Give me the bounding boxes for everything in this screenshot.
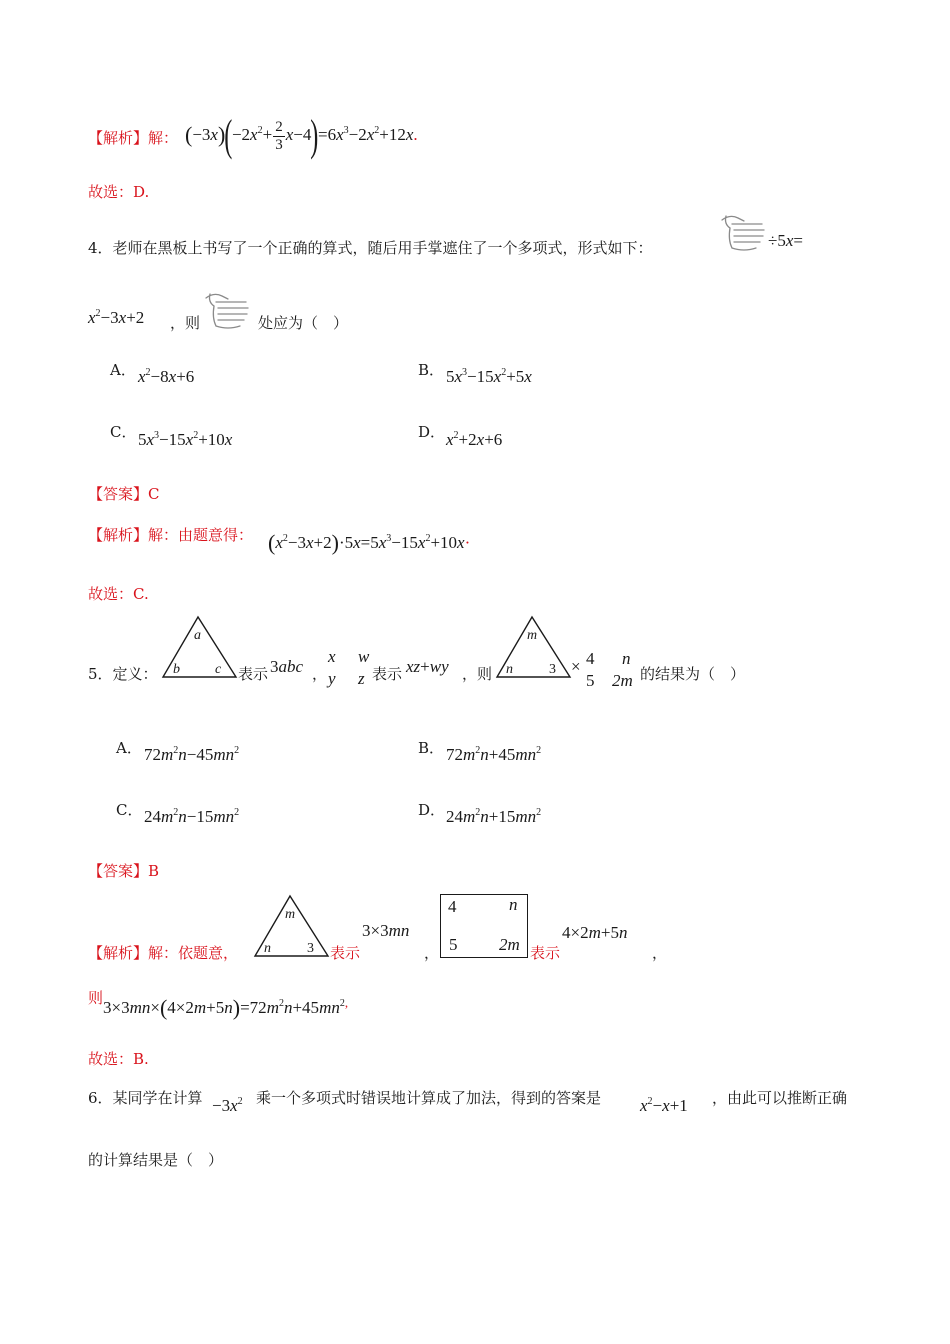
q5-stem-a: 5．定义： bbox=[88, 665, 158, 683]
q4-option-d[interactable]: $x^2+2x+6$ bbox=[446, 430, 503, 449]
q5-analysis-comma-2: ， bbox=[652, 944, 668, 962]
q5-stem-c: 表示 bbox=[372, 665, 403, 683]
q3-conclusion: 故选：D. bbox=[88, 183, 150, 201]
matrix-b: w bbox=[358, 647, 370, 666]
tri-top-label: m bbox=[527, 628, 538, 643]
q6-stem-a: 6．某同学在计算 bbox=[88, 1089, 203, 1107]
q4-option-b[interactable]: $5x^3-15x^2+5x$ bbox=[446, 367, 532, 386]
q5-show-1: 表示 bbox=[330, 944, 361, 962]
q5-option-b-label[interactable]: B． bbox=[418, 739, 445, 757]
tri-top-label: a bbox=[194, 628, 201, 643]
analysis-prefix: 解：由题意得： bbox=[148, 526, 254, 544]
q5-answer bbox=[88, 861, 159, 881]
matrix-c: y bbox=[328, 669, 336, 688]
box-bl: 5 bbox=[586, 671, 595, 690]
q4-divide: ÷5x= bbox=[768, 231, 803, 250]
tri-left-label: n bbox=[264, 941, 271, 956]
q5-option-c[interactable]: $24m^2n-15mn^2$ bbox=[144, 807, 240, 826]
q4-stem-c: 处应为（ ） bbox=[258, 314, 349, 332]
q5-conclusion: 故选：B. bbox=[88, 1050, 149, 1068]
analysis-label: 【解析】 bbox=[88, 944, 149, 962]
hand-icon bbox=[718, 212, 768, 254]
analysis-prefix: 解：依题意， bbox=[148, 944, 239, 962]
triangle-definition bbox=[160, 614, 240, 680]
box-tl: 4 bbox=[586, 649, 595, 668]
q5-show-2: 表示 bbox=[530, 944, 561, 962]
q5-final-formula: $3\times 3mn\times(4\times 2m+5n)=72m^2n+45mn^{2,}$ bbox=[103, 995, 349, 1020]
q6-stem-c: ，由此可以推断正确 bbox=[712, 1089, 848, 1107]
tri-left-label: b bbox=[173, 662, 180, 677]
analysis-prefix: 解： bbox=[148, 129, 179, 147]
q4-option-c[interactable]: $5x^3-15x^2+10x$ bbox=[138, 430, 233, 449]
box-br: 2m bbox=[499, 935, 520, 954]
analysis-label: 【解析】 bbox=[88, 526, 149, 544]
q5-option-d[interactable]: $24m^2n+15mn^2$ bbox=[446, 807, 542, 826]
hand-icon bbox=[202, 290, 252, 332]
q4-answer bbox=[88, 484, 160, 504]
q3-formula: $(-3x)(-2x^2+$ $\frac{2}{3}$ $x-4)=6x^3-2x^2+12x$. bbox=[185, 111, 418, 160]
q6-stem-d: 的计算结果是（ ） bbox=[88, 1151, 224, 1169]
tri-top-label: m bbox=[285, 907, 296, 922]
answer-value: B bbox=[148, 862, 160, 880]
q6-stem-b: 乘一个多项式时错误地计算成了加法，得到的答案是 bbox=[256, 1089, 602, 1107]
q4-conclusion: 故选：C. bbox=[88, 585, 149, 603]
q4-option-b-label[interactable]: B． bbox=[418, 361, 445, 379]
q4-option-a-label[interactable]: A． bbox=[110, 361, 136, 379]
tri-left-label: n bbox=[506, 662, 513, 677]
box-tr: n bbox=[509, 895, 518, 914]
q5-stem-b: 表示 bbox=[238, 665, 269, 683]
q5-stem-d: ，则 bbox=[462, 665, 493, 683]
triangle-question bbox=[494, 614, 574, 680]
q4-option-c-label[interactable]: C． bbox=[110, 423, 137, 441]
answer-label: 【答案】 bbox=[88, 862, 149, 880]
matrix-d: z bbox=[358, 669, 365, 688]
q5-box-matrix bbox=[586, 648, 633, 692]
q5-then: 则 bbox=[88, 989, 104, 1007]
q5-analysis bbox=[88, 943, 238, 963]
q5-box-value: 4×2m+5n bbox=[562, 923, 628, 942]
q5-matrix bbox=[328, 646, 369, 690]
box-tr: n bbox=[622, 649, 631, 668]
q5-comma: ， bbox=[312, 665, 328, 683]
q3-analysis bbox=[88, 128, 178, 148]
box-br: 2m bbox=[612, 671, 633, 690]
q5-tri-value: 3×3mn bbox=[362, 921, 410, 940]
tri-right-label: c bbox=[215, 662, 222, 677]
q4-formula: $(x^2-3x+2)\cdot 5x=5x^3-15x^2+10x\cdot$ bbox=[268, 530, 471, 555]
q4-stem-b: ，则 bbox=[170, 314, 201, 332]
tri-right-label: 3 bbox=[307, 941, 314, 956]
q5-def1-expr: 3abc bbox=[270, 657, 304, 676]
q4-stem-a: 4．老师在黑板上书写了一个正确的算式，随后用手掌遮住了一个多项式，形式如下： bbox=[88, 239, 653, 257]
times-sign: × bbox=[571, 657, 581, 676]
triangle-analysis bbox=[252, 893, 332, 959]
box-analysis bbox=[440, 894, 528, 958]
q6-expr-2: $x^2-x+1$ bbox=[640, 1096, 688, 1115]
matrix-a: x bbox=[328, 647, 336, 666]
q5-analysis-comma: ， bbox=[424, 944, 440, 962]
q5-def2-expr: xz+wy bbox=[406, 657, 449, 676]
answer-value: C bbox=[148, 485, 160, 503]
box-bl: 5 bbox=[449, 935, 458, 954]
q6-expr-1: $-3x^2$ bbox=[212, 1096, 243, 1115]
q5-option-a[interactable]: $72m^2n-45mn^2$ bbox=[144, 745, 240, 764]
analysis-label: 【解析】 bbox=[88, 129, 149, 147]
answer-label: 【答案】 bbox=[88, 485, 149, 503]
q5-stem-e: 的结果为（ ） bbox=[640, 665, 746, 683]
q5-option-a-label[interactable]: A． bbox=[116, 739, 142, 757]
q5-option-c-label[interactable]: C． bbox=[116, 801, 143, 819]
q5-option-d-label[interactable]: D． bbox=[418, 801, 446, 819]
q4-rhs: $x^2-3x+2$ bbox=[88, 308, 145, 327]
q4-option-d-label[interactable]: D． bbox=[418, 423, 446, 441]
q4-option-a[interactable]: $x^2-8x+6$ bbox=[138, 367, 195, 386]
q5-option-b[interactable]: $72m^2n+45mn^2$ bbox=[446, 745, 542, 764]
tri-right-label: 3 bbox=[549, 662, 556, 677]
box-tl: 4 bbox=[448, 897, 457, 916]
q4-analysis bbox=[88, 525, 253, 545]
